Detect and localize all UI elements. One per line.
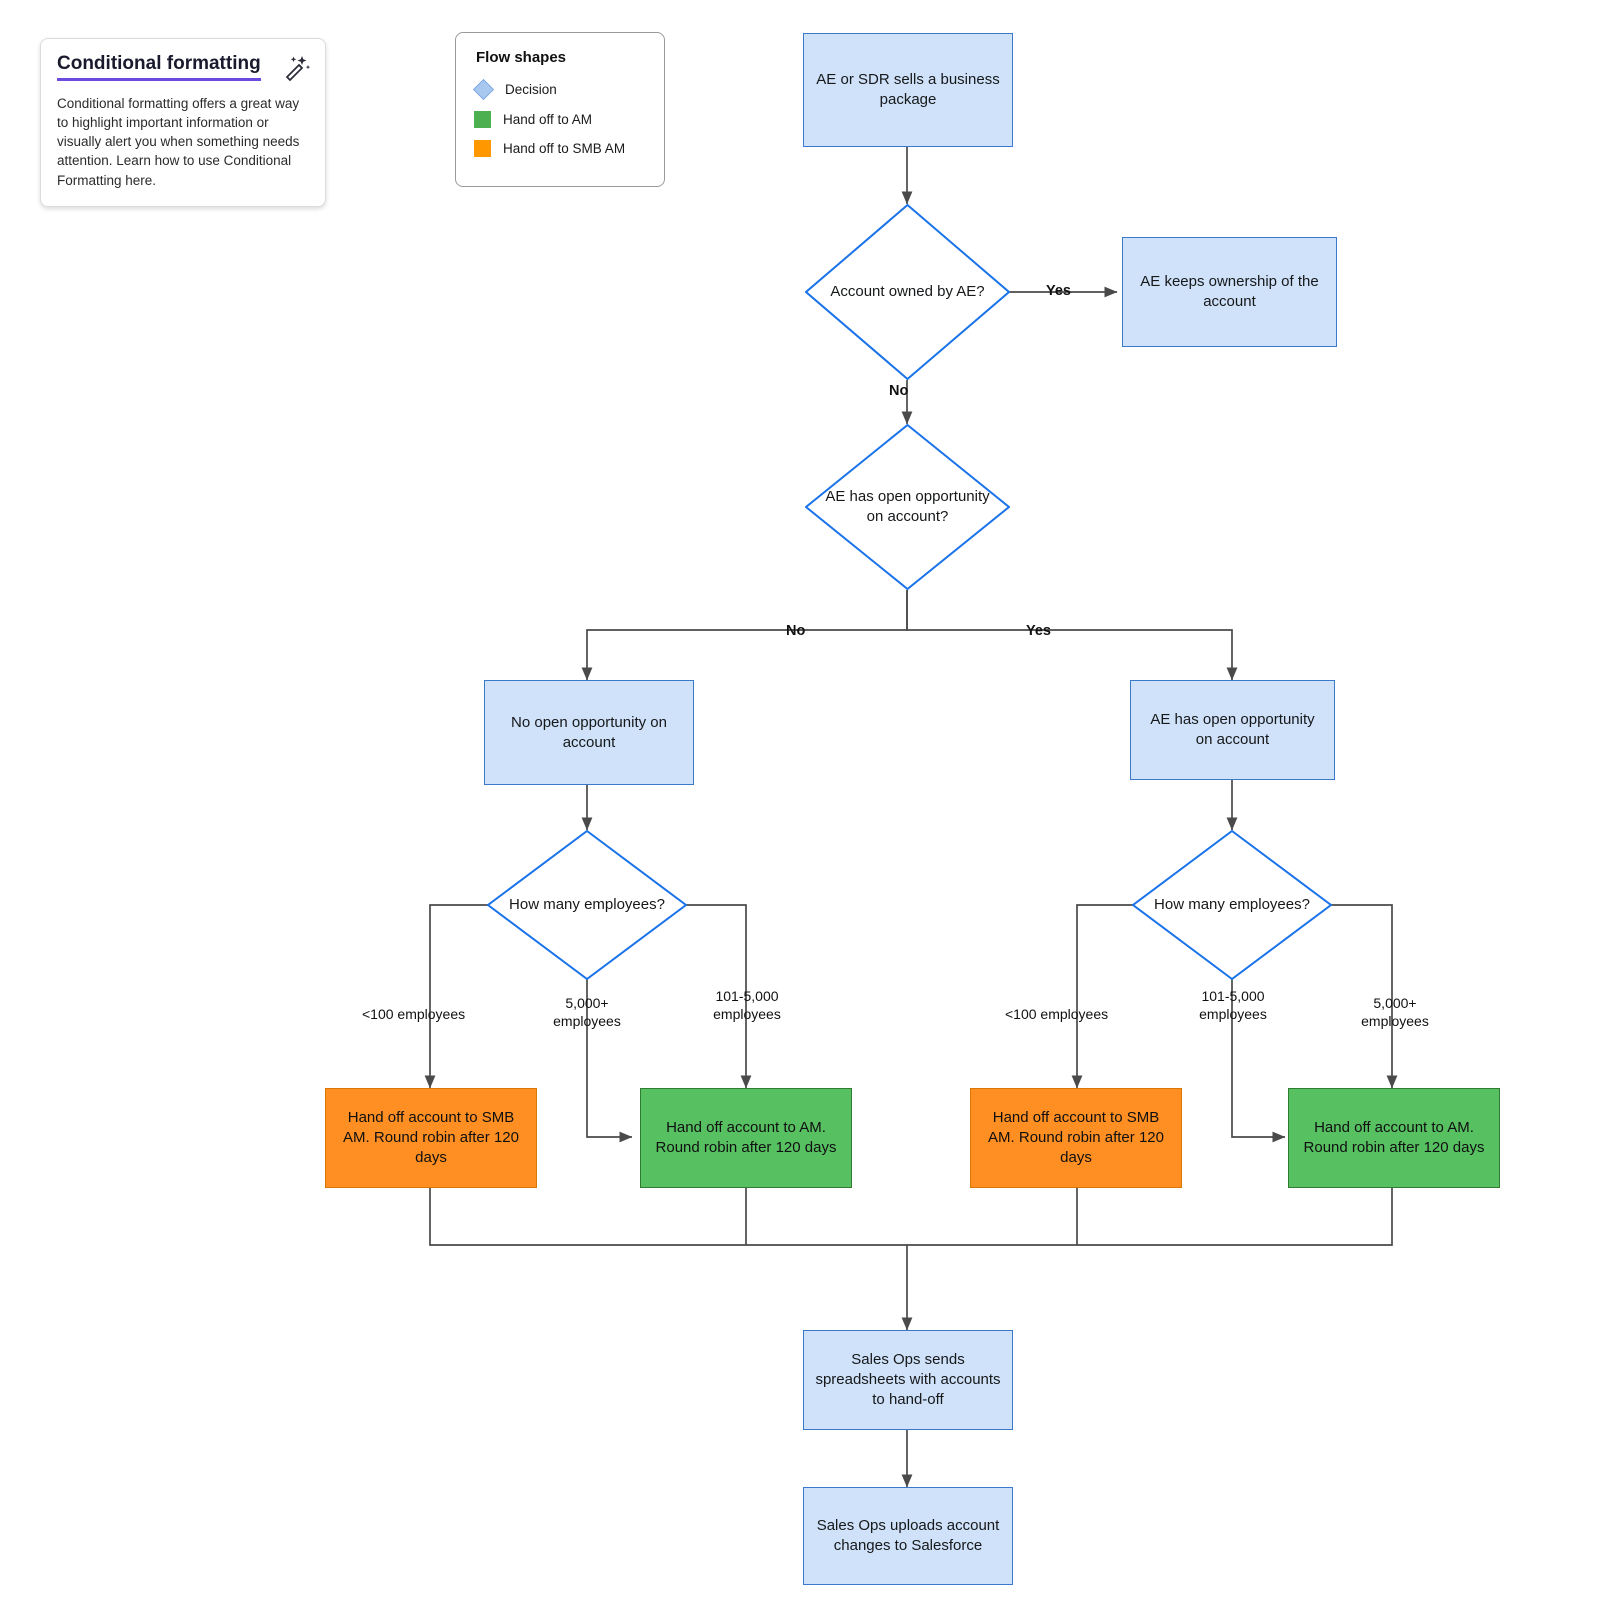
node-handoff-smb-am-right[interactable]: Hand off account to SMB AM. Round robin after 120 days [970, 1088, 1182, 1188]
orange-square-icon [474, 140, 491, 157]
edge-label-right-lt100: <100 employees [1005, 1006, 1109, 1022]
node-sales-ops-uploads-salesforce[interactable]: Sales Ops uploads account changes to Salesforce [803, 1487, 1013, 1585]
node-has-open-opportunity[interactable]: AE has open opportunity on account [1130, 680, 1335, 780]
node-handoff-am-right[interactable]: Hand off account to AM. Round robin after 120 days [1288, 1088, 1500, 1188]
node-label: Account owned by AE? [830, 283, 985, 301]
legend-item-decision [474, 80, 646, 99]
edge-label-yes-open-opp: Yes [1026, 623, 1051, 639]
edge-label-left-lt100: <100 employees [362, 1006, 466, 1022]
legend-item-handoff-am [474, 111, 646, 128]
magic-wand-icon [281, 53, 311, 83]
edge-label-right-101-5000: 101-5,000 employees [1199, 988, 1267, 1022]
edge-label-yes-owned: Yes [1046, 283, 1071, 299]
callout-title: Conditional formatting [57, 53, 261, 81]
node-start[interactable]: AE or SDR sells a business package [803, 33, 1013, 147]
node-sales-ops-sends-spreadsheets[interactable]: Sales Ops sends spreadsheets with accounts to hand-off [803, 1330, 1013, 1430]
node-no-open-opportunity[interactable]: No open opportunity on account [484, 680, 694, 785]
callout-body: Conditional formatting offers a great way to highlight important information or visually alert you when something needs attention. Learn how to use Conditional Formatting here. [57, 96, 300, 188]
node-decision-employees-right[interactable] [1132, 830, 1332, 980]
green-square-icon [474, 111, 491, 128]
edge-label-left-5000plus: 5,000+ employees [553, 995, 621, 1029]
edge-label-left-101-5000: 101-5,000 employees [713, 988, 781, 1022]
node-handoff-am-left[interactable]: Hand off account to AM. Round robin after 120 days [640, 1088, 852, 1188]
legend-panel [455, 32, 665, 187]
edge-label-no-open-opp: No [786, 623, 806, 639]
legend-item-label: Hand off to SMB AM [503, 141, 626, 156]
legend-title: Flow shapes [476, 49, 567, 66]
conditional-formatting-callout [40, 38, 326, 207]
edge-label-right-5000plus: 5,000+ employees [1361, 995, 1429, 1029]
legend-item-label: Hand off to AM [503, 112, 593, 127]
edge-label-no-owned: No [889, 383, 909, 399]
node-handoff-smb-am-left[interactable]: Hand off account to SMB AM. Round robin after 120 days [325, 1088, 537, 1188]
node-label: How many employees? [1154, 896, 1310, 914]
node-decision-account-owned[interactable] [805, 204, 1010, 380]
node-ae-keeps-ownership[interactable]: AE keeps ownership of the account [1122, 237, 1337, 347]
node-decision-employees-left[interactable] [487, 830, 687, 980]
node-label: AE has open opportunity on account? [825, 488, 990, 525]
node-decision-open-opportunity[interactable] [805, 424, 1010, 590]
legend-item-handoff-smb-am [474, 140, 646, 157]
legend-item-label: Decision [505, 82, 557, 97]
node-label: How many employees? [509, 896, 665, 914]
decision-diamond-icon [473, 79, 494, 100]
